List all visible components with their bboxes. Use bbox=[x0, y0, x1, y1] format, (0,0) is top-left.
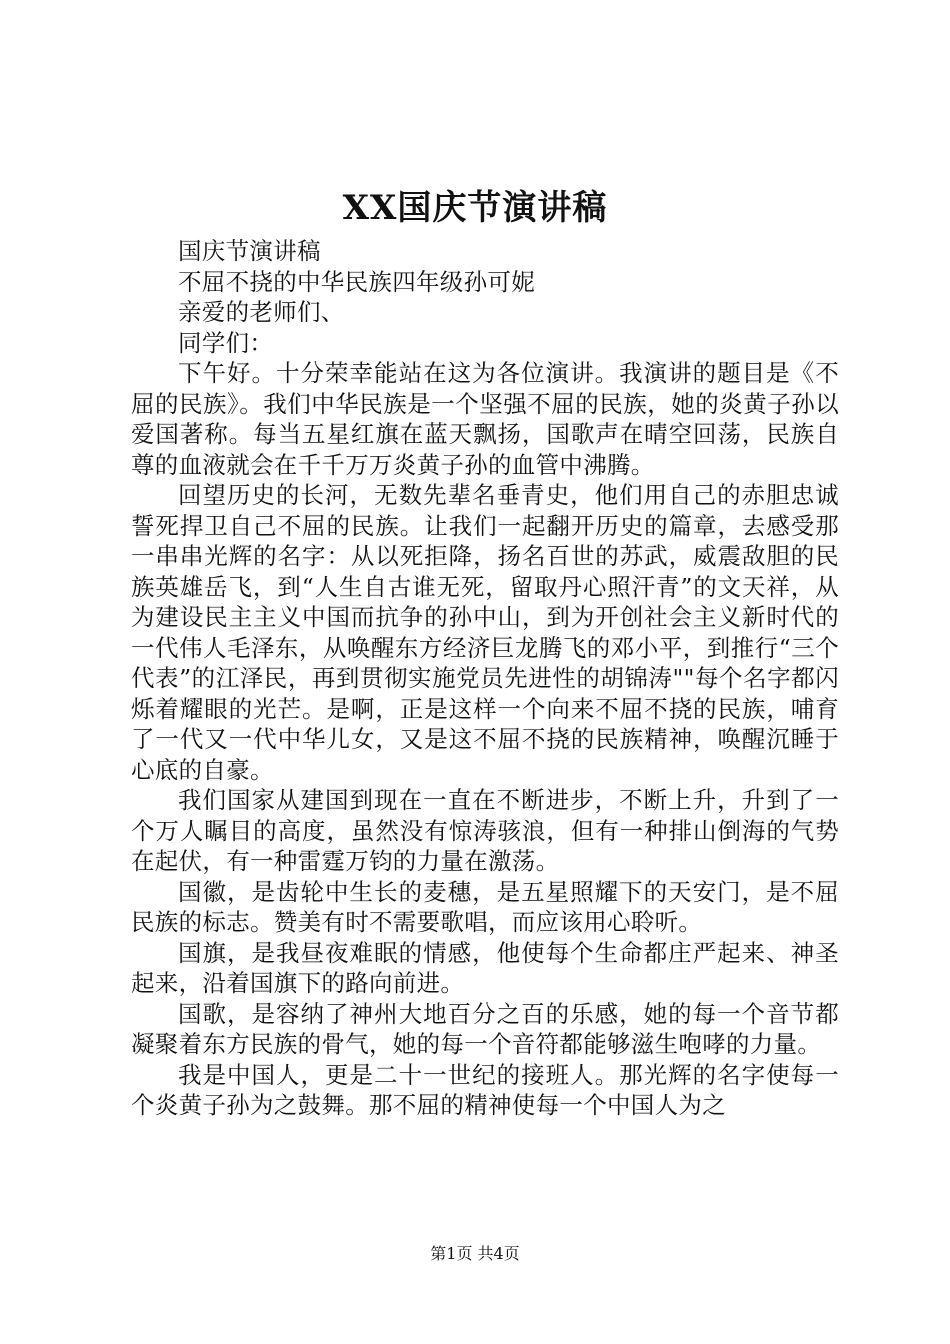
page-number-footer: 第1页 共4页 bbox=[430, 1244, 520, 1263]
paragraph: 回望历史的长河，无数先辈名垂青史，他们用自己的赤胆忠诚誓死捍卫自己不屈的民族。让我们一起翻开历史的篇章，去感受那一串串光辉的名字：从以死拒降，扬名百世的苏武，威震敌胆的民族英雄岳飞，到“人生自古谁无死，留取丹心照汗青”的文天祥，从为建设民主主义中国而抗争的孙中山，到为开创社会主义新时代的一代伟人毛泽东，从唤醒东方经济巨龙腾飞的邓小平，到推行“三个代表”的江泽民，再到贯彻实施党员先进性的胡锦涛""每个名字都闪烁着耀眼的光芒。是啊，正是这样一个向来不屈不挠的民族，哺育了一代又一代中华儿女，又是这不屈不挠的民族精神，唤醒沉睡于心底的自豪。 bbox=[131, 481, 839, 784]
paragraph: 国徽，是齿轮中生长的麦穗，是五星照耀下的天安门，是不屈民族的标志。赞美有时不需要歌唱，而应该用心聆听。 bbox=[131, 877, 839, 936]
paragraph: 国旗，是我昼夜难眠的情感，他使每个生命都庄严起来、神圣起来，沿着国旗下的路向前进。 bbox=[131, 938, 839, 997]
paragraph-salutation-teachers: 亲爱的老师们、 bbox=[178, 298, 345, 326]
paragraph: 我们国家从建国到现在一直在不断进步，不断上升，升到了一个万人瞩目的高度，虽然没有惊涛骇浪，但有一种排山倒海的气势在起伏，有一种雷霆万钧的力量在激荡。 bbox=[131, 786, 839, 875]
paragraph-salutation-students: 同学们： bbox=[178, 328, 274, 357]
paragraph: 下午好。十分荣幸能站在这为各位演讲。我演讲的题目是《不屈的民族》。我们中华民族是一个坚强不屈的民族，她的炎黄子孙以爱国著称。每当五星红旗在蓝天飘扬，国歌声在晴空回荡，民族自尊的血液就会在千千万万炎黄子孙的血管中沸腾。 bbox=[131, 359, 839, 479]
paragraph: 国歌，是容纳了神州大地百分之百的乐感，她的每一个音节都凝聚着东方民族的骨气，她的每一个音符都能够滋生咆哮的力量。 bbox=[131, 999, 839, 1058]
paragraph: 我是中国人，更是二十一世纪的接班人。那光辉的名字使每一个炎黄子孙为之鼓舞。那不屈的精神使每一个中国人为之 bbox=[131, 1060, 839, 1119]
paragraph-subtitle: 不屈不挠的中华民族四年级孙可妮 bbox=[178, 267, 535, 296]
paragraph-heading: 国庆节演讲稿 bbox=[178, 237, 321, 265]
document-body bbox=[131, 236, 839, 1121]
document-title: XX国庆节演讲稿 bbox=[342, 188, 608, 228]
